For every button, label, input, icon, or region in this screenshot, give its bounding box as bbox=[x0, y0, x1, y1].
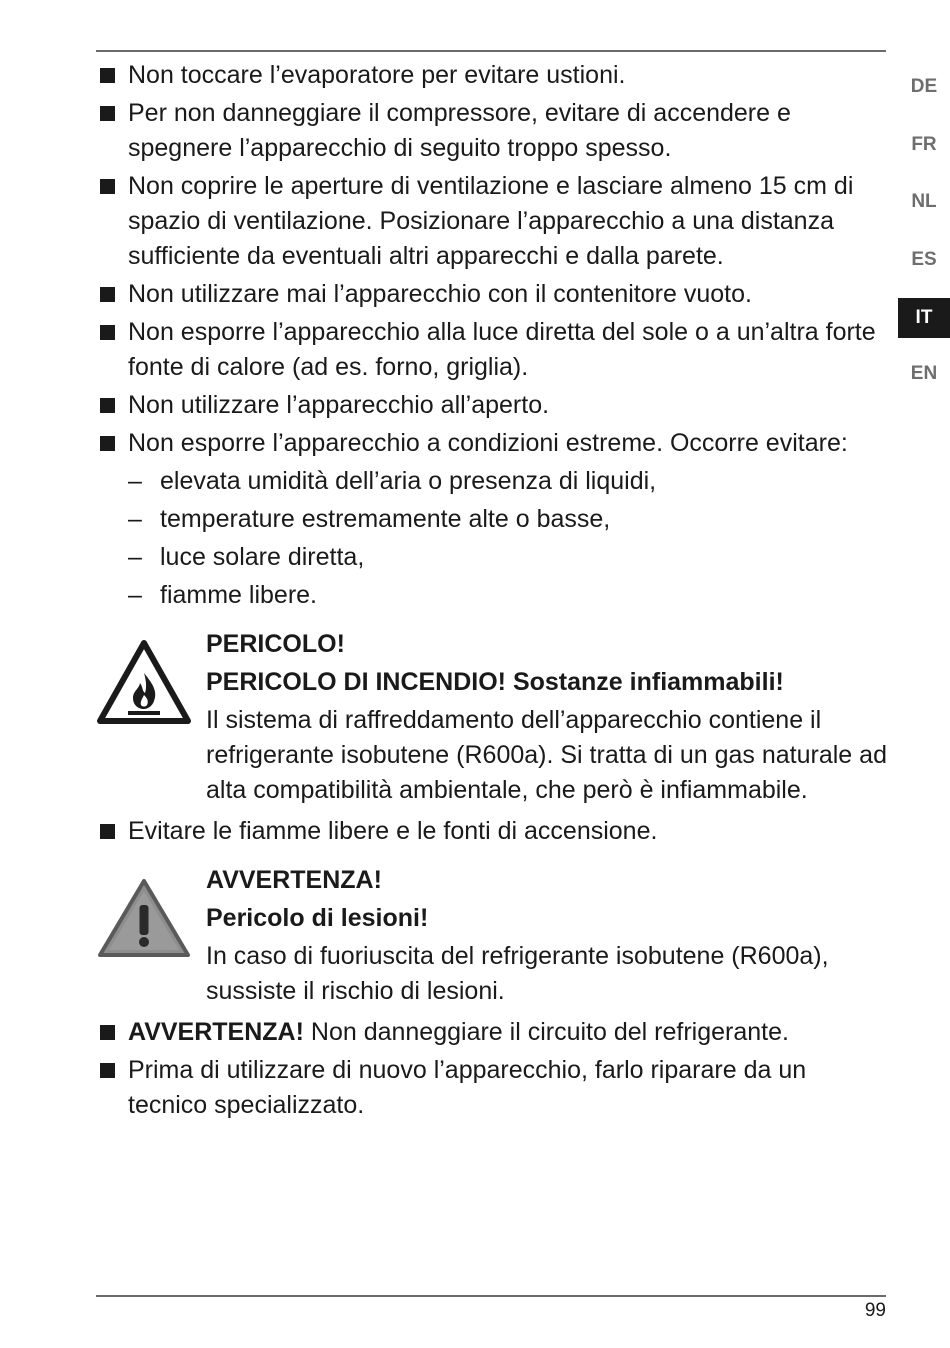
flame-warning-icon bbox=[96, 639, 192, 727]
lang-tab-nl[interactable]: NL bbox=[911, 191, 937, 212]
sub-list-item-text: fiamme libere. bbox=[160, 581, 317, 609]
bullet-square-icon bbox=[100, 824, 115, 839]
dash-marker: – bbox=[128, 505, 142, 533]
bullet-square-icon bbox=[100, 68, 115, 83]
page-number: 99 bbox=[864, 1300, 886, 1321]
list-item bbox=[96, 814, 891, 849]
sub-list-item-text: temperature estremamente alte o basse, bbox=[160, 505, 611, 533]
warning-text: In caso di fuoriuscita del refrigerante isobutene (R600a), sussiste il rischio di lesioni. bbox=[206, 942, 829, 1005]
bottom-rule bbox=[96, 1295, 886, 1297]
top-rule bbox=[96, 50, 886, 52]
list-item-text: Non utilizzare mai l’apparecchio con il contenitore vuoto. bbox=[128, 280, 752, 308]
sub-list-item bbox=[96, 578, 891, 613]
list-item-text: Non danneggiare il circuito del refrigerante. bbox=[303, 1018, 789, 1046]
list-item-text: Non esporre l’apparecchio a condizioni estreme. Occorre evitare: bbox=[128, 429, 848, 457]
dash-marker: – bbox=[128, 467, 142, 495]
bullet-square-icon bbox=[100, 398, 115, 413]
lang-tab-fr[interactable]: FR bbox=[911, 134, 937, 155]
list-item bbox=[96, 58, 891, 93]
list-item bbox=[96, 1015, 891, 1050]
list-item-text: Prima di utilizzare di nuovo l’apparecchio, farlo riparare da un tecnico specializzato. bbox=[128, 1056, 807, 1119]
list-item bbox=[96, 426, 891, 461]
list-item bbox=[96, 315, 891, 385]
lang-tab-en[interactable]: EN bbox=[910, 363, 938, 384]
exclamation-warning-icon bbox=[96, 875, 192, 963]
bullet-square-icon bbox=[100, 106, 115, 121]
list-item-text: Evitare le fiamme libere e le fonti di accensione. bbox=[128, 817, 658, 845]
list-item bbox=[96, 388, 891, 423]
bullet-square-icon bbox=[100, 179, 115, 194]
warning-notice bbox=[96, 863, 891, 1009]
list-item bbox=[96, 1053, 891, 1123]
list-item-text: Non esporre l’apparecchio alla luce diretta del sole o a un’altra forte fonte di calore (ad es. forno, griglia). bbox=[128, 318, 876, 381]
main-content bbox=[96, 58, 891, 1126]
lang-tab-it[interactable]: IT bbox=[898, 298, 950, 338]
dash-marker: – bbox=[128, 581, 142, 609]
bullet-square-icon bbox=[100, 1063, 115, 1078]
sub-list-item bbox=[96, 464, 891, 499]
sub-list-item-text: elevata umidità dell’aria o presenza di liquidi, bbox=[160, 467, 657, 495]
warning-title: AVVERTENZA! bbox=[206, 866, 382, 894]
list-item-text: Per non danneggiare il compressore, evitare di accendere e spegnere l’apparecchio di seguito troppo spesso. bbox=[128, 99, 791, 162]
bullet-square-icon bbox=[100, 287, 115, 302]
list-item-text: Non toccare l’evaporatore per evitare ustioni. bbox=[128, 61, 626, 89]
lang-tab-de[interactable]: DE bbox=[910, 76, 938, 97]
danger-text: Il sistema di raffreddamento dell’apparecchio contiene il refrigerante isobutene (R600a). Si tratta di un gas naturale ad alta compatibilità ambientale, che però è infiammabile. bbox=[206, 706, 887, 804]
list-item bbox=[96, 96, 891, 166]
sub-list-item-text: luce solare diretta, bbox=[160, 543, 365, 571]
danger-notice bbox=[96, 627, 891, 808]
bullet-square-icon bbox=[100, 325, 115, 340]
lang-tab-es[interactable]: ES bbox=[911, 249, 937, 270]
bullet-square-icon bbox=[100, 1025, 115, 1040]
warning-subtitle: Pericolo di lesioni! bbox=[206, 904, 429, 932]
bullet-square-icon bbox=[100, 436, 115, 451]
list-item-bold-label: AVVERTENZA! bbox=[128, 1018, 304, 1046]
danger-subtitle: PERICOLO DI INCENDIO! Sostanze infiammabili! bbox=[206, 668, 784, 696]
list-item bbox=[96, 277, 891, 312]
list-item-text: Non coprire le aperture di ventilazione e lasciare almeno 15 cm di spazio di ventilazione. Posizionare l’apparecchio a una distanza sufficiente da eventuali altri apparecchi e dalla parete. bbox=[128, 172, 854, 270]
danger-title: PERICOLO! bbox=[206, 630, 345, 658]
list-item bbox=[96, 169, 891, 274]
list-item-text: Non utilizzare l’apparecchio all’aperto. bbox=[128, 391, 550, 419]
sub-list-item bbox=[96, 540, 891, 575]
sub-list-item bbox=[96, 502, 891, 537]
dash-marker: – bbox=[128, 543, 142, 571]
